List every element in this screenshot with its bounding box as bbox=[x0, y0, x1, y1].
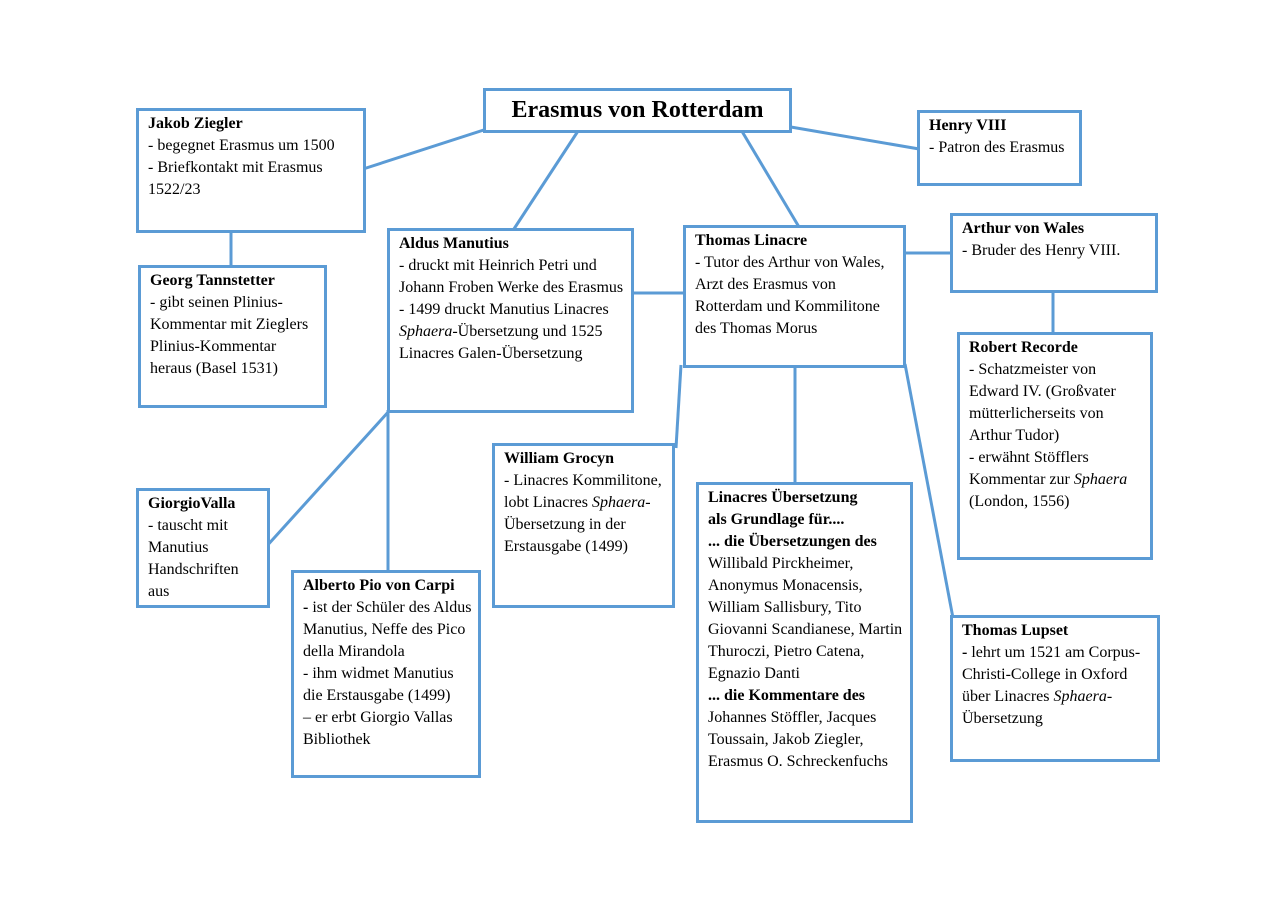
node-body: - Bruder des Henry VIII. bbox=[962, 242, 1121, 259]
edge-thomas-linacre-william-grocyn bbox=[676, 365, 681, 448]
node-body: - ist der Schüler des Aldus Manutius, Neffe des Pico della Mirandola - ihm widmet Manutius die Erstausgabe (1499) – er erbt Giorgio Vallas Bibliothek bbox=[303, 599, 472, 748]
node-arthur-von-wales bbox=[950, 213, 1158, 293]
node-giorgio-valla bbox=[136, 488, 270, 608]
edge-erasmus-jakob-ziegler bbox=[360, 128, 490, 170]
node-title: William Grocyn bbox=[504, 450, 615, 467]
node-title: Georg Tannstetter bbox=[150, 272, 275, 289]
node-linacres-uebersetzung bbox=[696, 482, 913, 823]
node-body: - gibt seinen Plinius-Kommentar mit Zieglers Plinius-Kommentar heraus (Basel 1531) bbox=[150, 294, 309, 377]
node-title: Thomas Linacre bbox=[695, 232, 808, 249]
edge-aldus-manutius-giorgio-valla bbox=[265, 410, 390, 548]
node-body: - druckt mit Heinrich Petri und Johann Froben Werke des Erasmus - 1499 druckt Manutius Linacres Sphaera-Übersetzung und 1525 Linacres Galen-Übersetzung bbox=[399, 257, 624, 362]
node-thomas-linacre bbox=[683, 225, 906, 368]
node-jakob-ziegler bbox=[136, 108, 366, 233]
node-erasmus-von-rotterdam bbox=[483, 88, 792, 133]
node-body: - lehrt um 1521 am Corpus-Christi-College in Oxford über Linacres Sphaera-Übersetzung bbox=[962, 644, 1141, 727]
node-title: Thomas Lupset bbox=[962, 622, 1069, 639]
node-title: Erasmus von Rotterdam bbox=[511, 97, 764, 123]
node-title: Jakob Ziegler bbox=[148, 115, 243, 132]
node-title: Henry VIII bbox=[929, 117, 1007, 134]
node-body: - tauscht mit Manutius Handschriften aus bbox=[148, 517, 239, 600]
node-alberto-pio-von-carpi bbox=[291, 570, 481, 778]
node-body: - Linacres Kommilitone, lobt Linacres Sphaera-Übersetzung in der Erstausgabe (1499) bbox=[504, 472, 662, 555]
edge-erasmus-henry-viii bbox=[785, 126, 925, 150]
node-robert-recorde bbox=[957, 332, 1153, 560]
node-william-grocyn bbox=[492, 443, 675, 608]
node-body: - Schatzmeister von Edward IV. (Großvater mütterlicherseits von Arthur Tudor) - erwähnt Stöfflers Kommentar zur Sphaera (London, 1556) bbox=[969, 361, 1128, 510]
node-aldus-manutius bbox=[387, 228, 634, 413]
edge-erasmus-aldus-manutius bbox=[510, 128, 580, 235]
node-henry-viii bbox=[917, 110, 1082, 186]
edge-erasmus-thomas-linacre bbox=[740, 128, 802, 232]
node-body: - Patron des Erasmus bbox=[929, 139, 1065, 156]
node-body: - Tutor des Arthur von Wales, Arzt des Erasmus von Rotterdam und Kommilitone des Thomas Morus bbox=[695, 254, 885, 337]
node-title: Alberto Pio von Carpi bbox=[303, 577, 455, 594]
node-thomas-lupset bbox=[950, 615, 1160, 762]
node-body: Linacres Übersetzung als Grundlage für.... ... die Übersetzungen des Willibald Pirckheimer, Anonymus Monacensis, William Sallisbury, Tito Giovanni Scandianese, Martin Thuroczi, Pietro Catena, Egnazio Danti ... die Kommentare des Johannes Stöffler, Jacques Toussain, Jakob Ziegler, Erasmus O. Schreckenfuchs bbox=[708, 489, 903, 770]
node-title: GiorgioValla bbox=[148, 495, 236, 512]
node-title: Aldus Manutius bbox=[399, 235, 509, 252]
node-body: - begegnet Erasmus um 1500 - Briefkontakt mit Erasmus 1522/23 bbox=[148, 137, 335, 198]
node-title: Robert Recorde bbox=[969, 339, 1078, 356]
node-title: Arthur von Wales bbox=[962, 220, 1085, 237]
node-georg-tannstetter bbox=[138, 265, 327, 408]
